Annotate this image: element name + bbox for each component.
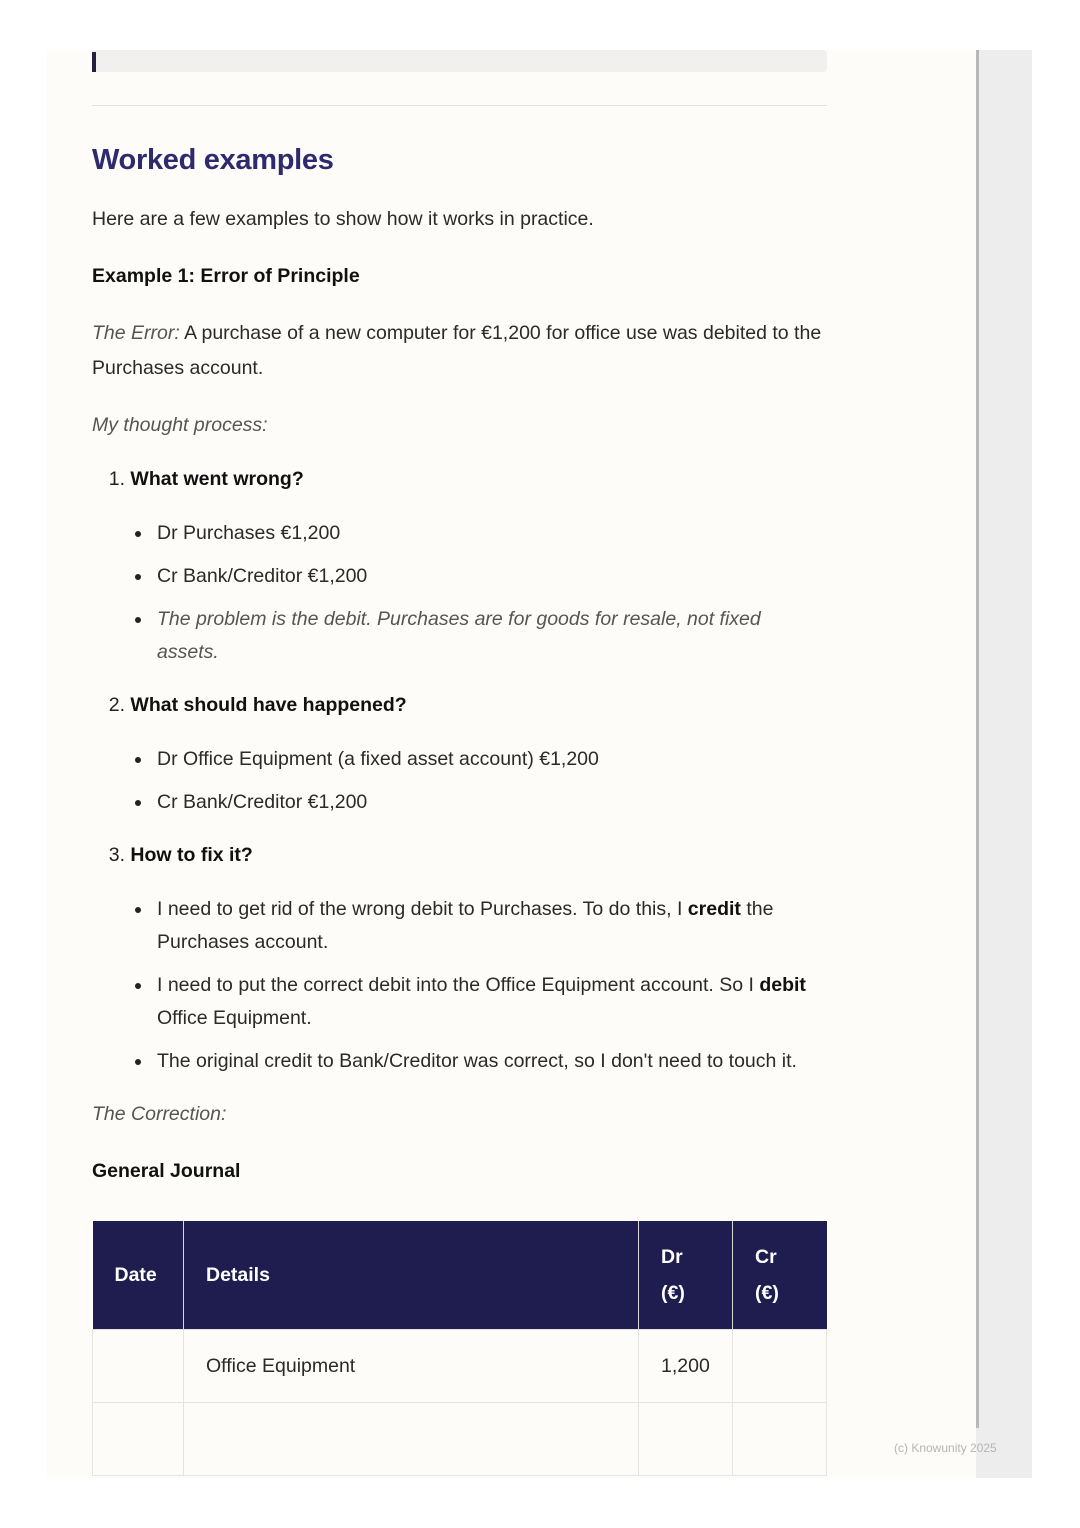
step-item [92,838,827,1078]
journal-title: General Journal [92,1160,241,1182]
bullet-item: The original credit to Bank/Creditor was correct, so I don't need to touch it. [92,1045,827,1078]
bullet-item: Cr Bank/Creditor €1,200 [92,560,827,593]
cell-details [184,1403,639,1476]
cell-date [93,1403,184,1476]
cell-dr: 1,200 [639,1330,733,1403]
step-item [92,688,827,819]
step-question: What should have happened? [130,694,407,716]
error-text: A purchase of a new computer for €1,200 for office use was debited to the Purchases account. [92,322,822,379]
thought-process-label: My thought process: [92,414,268,436]
step-question: What went wrong? [130,468,304,490]
example-title: Example 1: Error of Principle [92,265,360,287]
column-header-details: Details [184,1221,639,1330]
step-bullets [92,743,827,819]
bullet-item: Dr Purchases €1,200 [92,517,827,550]
error-paragraph [92,316,827,386]
step-item [92,462,827,669]
bullet-item: I need to put the correct debit into the Office Equipment account. So I debit Office Equipment. [92,969,827,1035]
section-divider [92,105,827,106]
general-journal-table [92,1221,827,1476]
step-number: 1. [108,468,125,490]
watermark: (c) Knowunity 2025 [894,1441,997,1455]
step-bullets [92,517,827,669]
column-header-date: Date [93,1221,184,1330]
step-question: How to fix it? [130,844,253,866]
bullet-item: The problem is the debit. Purchases are for goods for resale, not fixed assets. [92,603,827,669]
column-header-cr: Cr (€) [733,1221,827,1330]
table-header-row [93,1221,827,1330]
step-number: 3. [108,844,125,866]
step-bullets [92,893,827,1078]
cell-details: Office Equipment [184,1330,639,1403]
previous-blockquote [92,50,827,72]
scrollbar-thumb[interactable] [976,50,979,1428]
intro-paragraph: Here are a few examples to show how it works in practice. [92,208,594,230]
document-page [47,50,976,1478]
section-heading: Worked examples [92,144,334,176]
column-header-dr: Dr (€) [639,1221,733,1330]
bullet-item: Cr Bank/Creditor €1,200 [92,786,827,819]
bullet-item: Dr Office Equipment (a fixed asset account) €1,200 [92,743,827,776]
table-row [93,1330,827,1403]
cell-date [93,1330,184,1403]
steps-list [92,462,827,1078]
bullet-item: I need to get rid of the wrong debit to Purchases. To do this, I credit the Purchases account. [92,893,827,959]
cell-cr [733,1403,827,1476]
correction-label: The Correction: [92,1103,227,1125]
table-row [93,1403,827,1476]
scrollbar-track[interactable] [976,50,1032,1478]
cell-dr [639,1403,733,1476]
cell-cr [733,1330,827,1403]
step-number: 2. [108,694,125,716]
blockquote-bar [92,52,96,72]
article-content [92,50,827,1476]
error-label: The Error: [92,322,180,344]
